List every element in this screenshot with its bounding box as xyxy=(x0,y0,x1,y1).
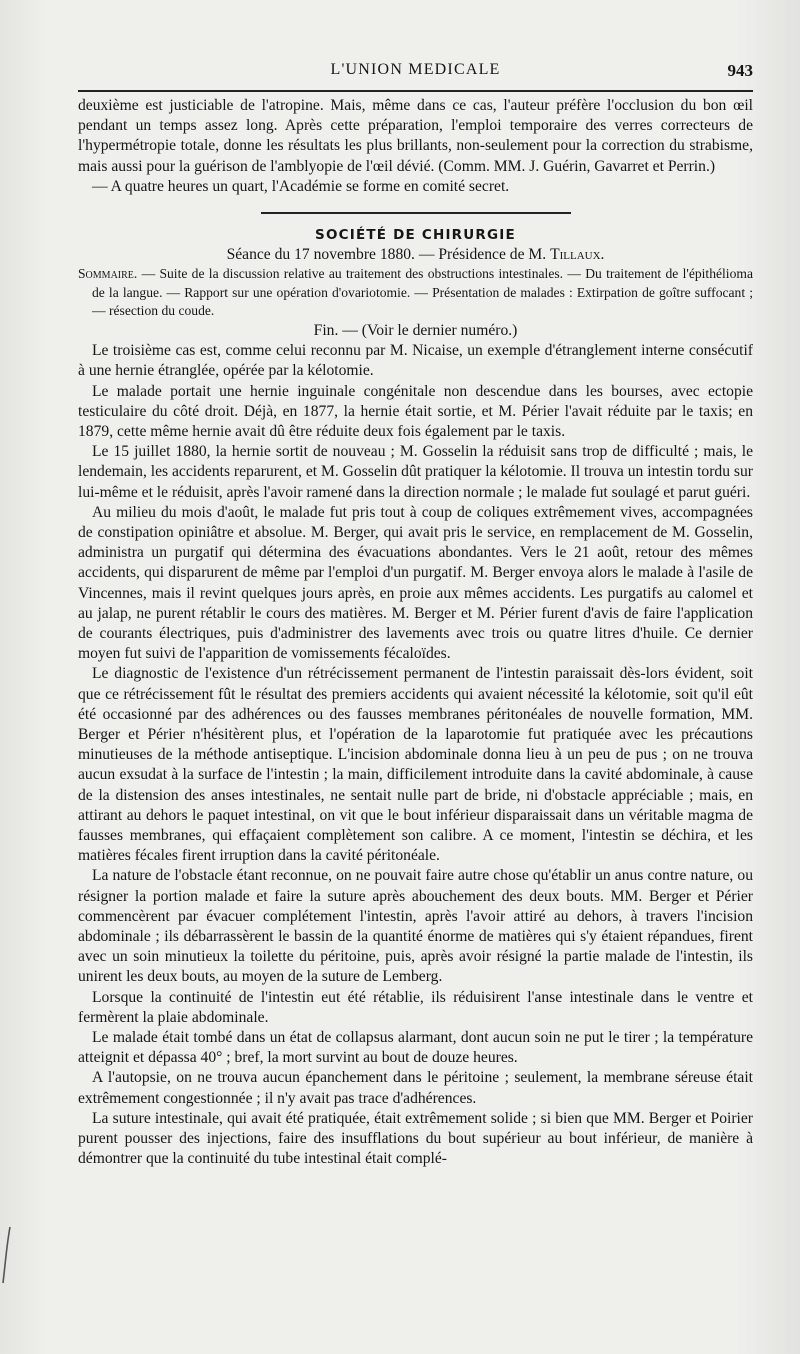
body-paragraph: Au milieu du mois d'août, le malade fut pris tout à coup de coliques extrêmement vives, accompagnées de constipation opiniâtre et absolue. M. Berger, qui avait pris le service, en remplacement de M. Gosselin, administra un purgatif qui détermina des évacuations abondantes. Vers le 21 août, retour des mêmes accidents, qui disparurent de même par l'emploi d'un purgatif. M. Berger envoya alors le malade à l'asile de Vincennes, mais il revint quelques jours après, en proie aux mêmes accidents. Les purgatifs au calomel et au jalap, ne purent rétablir le cours des matières. M. Berger et M. Périer furent d'avis de faire l'application de courants électriques, puis d'administrer des lavements avec trois ou quatre litres d'huile. Ce dernier moyen fut suivi de l'apparition de vomissements fécaloïdes. xyxy=(78,503,753,663)
article-content xyxy=(78,96,753,1169)
body-paragraph: La nature de l'obstacle étant reconnue, on ne pouvait faire autre chose qu'établir un anus contre nature, ou résigner la portion malade et faire la suture après abouchement des deux bouts. MM. Berger et Périer commencèrent par évacuer complétement l'intestin, après l'avoir attiré au dehors, à travers l'incision abdominale ; ils débarrassèrent le bassin de la quantité énorme de matières qui s'y étaient répandues, firent avec un soin minutieux la toilette du péritoine, puis, après avoir résigné la partie malade de l'intestin, ils unirent les deux bouts, au moyen de la suture de Lemberg. xyxy=(78,867,753,986)
president-name: Tillaux xyxy=(550,246,601,264)
running-title: L'UNION MEDICALE xyxy=(330,61,501,78)
body-paragraph: La suture intestinale, qui avait été pratiquée, était extrêmement solide ; si bien que MM. Berger et Poirier purent pousser des injections, faire des insufflations du bout supérieur au bout inférieur, de manière à démontrer que la continuité du tube intestinal était complé- xyxy=(78,1109,753,1168)
page-number: 943 xyxy=(727,61,753,80)
header-rule xyxy=(78,90,753,92)
body-paragraph: Le 15 juillet 1880, la hernie sortit de nouveau ; M. Gosselin la réduisit sans trop de difficulté ; mais, le lendemain, les accidents reparurent, et M. Gosselin dût pratiquer la kélotomie. Il trouva un intestin tordu sur lui-même et le réduisit, après l'avoir ramené dans la direction normale ; le malade fut soulagé et parut guéri. xyxy=(78,443,753,501)
section-separator xyxy=(261,212,571,214)
body-paragraph: A l'autopsie, on ne trouva aucun épanchement dans le péritoine ; seulement, la membrane séreuse était extrêmement congestionnée ; il n'y avait pas trace d'adhérences. xyxy=(78,1069,753,1107)
continuation-note: Fin. — (Voir le dernier numéro.) xyxy=(313,321,518,339)
seance-end: . xyxy=(600,246,605,264)
body-paragraph: Lorsque la continuité de l'intestin eut été rétablie, ils réduisirent l'anse intestinale dans le ventre et fermèrent la plaie abdominale. xyxy=(78,988,753,1026)
body-paragraph: Le diagnostic de l'existence d'un rétrécissement permanent de l'intestin paraissait dès-lors évident, soit que ce rétrécissement fût le résultat des premiers accidents qui avaient nécessité la kélotomie, soit qu'il eût été occasionné par des adhérences ou des fausses membranes péritonéales de nouvelle formation, MM. Berger et Périer n'hésitèrent plus, et l'opération de la laparotomie fut pratiquée avec les précautions minutieuses de la méthode antiseptique. L'incision abdominale donna lieu à un peu de pus ; on ne trouva aucun exsudat à la surface de l'intestin ; la main, difficilement introduite dans la cavité abdominale, à cause de la distension des anses intestinales, ne sentait nulle part de bride, ni d'obstacle appréciable ; mais, en attirant au dehors le paquet intestinal, on vit que le bout inférieur disparaissait dans un véritable magma de fausses membranes, qui effaçaient complètement son calibre. A ce moment, l'intestin se déchira, et les matières fécales firent irruption dans la cavité péritonéale. xyxy=(78,665,753,865)
margin-pencil-mark xyxy=(0,1225,14,1285)
body-paragraph: Le malade portait une hernie inguinale congénitale non descendue dans les bourses, avec ectopie testiculaire du côté droit. Déjà, en 1877, la hernie était sortie, et M. Périer l'avait réduite par le taxis; en 1879, cette même hernie avait dû être réduite deux fois également par le taxis. xyxy=(78,382,753,440)
body-paragraph: Le troisième cas est, comme celui reconnu par M. Nicaise, un exemple d'étranglement interne consécutif à une hernie étranglée, opérée par la kélotomie. xyxy=(78,342,753,380)
intro-paragraph: deuxième est justiciable de l'atropine. Mais, même dans ce cas, l'auteur préfère l'occlusion du bon œil pendant un temps assez long. Après cette préparation, l'emploi temporaire des verres correcteurs de l'hypermétropie totale, donne les résultats les plus brillants, non-seulement pour la correction du strabisme, mais aussi pour la guérison de l'amblyopie de l'œil dévié. (Comm. MM. J. Guérin, Gavarret et Perrin.) xyxy=(78,97,753,175)
seance-line xyxy=(78,245,753,265)
section-title: SOCIÉTÉ DE CHIRURGIE xyxy=(315,227,516,244)
body-paragraph: Le malade était tombé dans un état de collapsus alarmant, dont aucun soin ne put le tirer ; la température atteignit et dépassa 40° ; bref, la mort survint au bout de douze heures. xyxy=(78,1029,753,1067)
seance-text: Séance du 17 novembre 1880. — Présidence de M. xyxy=(226,246,551,264)
sommaire xyxy=(78,265,753,321)
sommaire-text: — Suite de la discussion relative au traitement des obstructions intestinales. — Du traitement de l'épithélioma de la langue. — Rapport sur une opération d'ovariotomie. — Présentation de malades : Extirpation de goître suffocant ; — résection du coude. xyxy=(92,266,753,319)
sommaire-label: Sommaire. xyxy=(78,266,138,282)
page-header xyxy=(78,58,753,84)
intro-closing-line: — A quatre heures un quart, l'Académie se forme en comité secret. xyxy=(92,177,510,195)
